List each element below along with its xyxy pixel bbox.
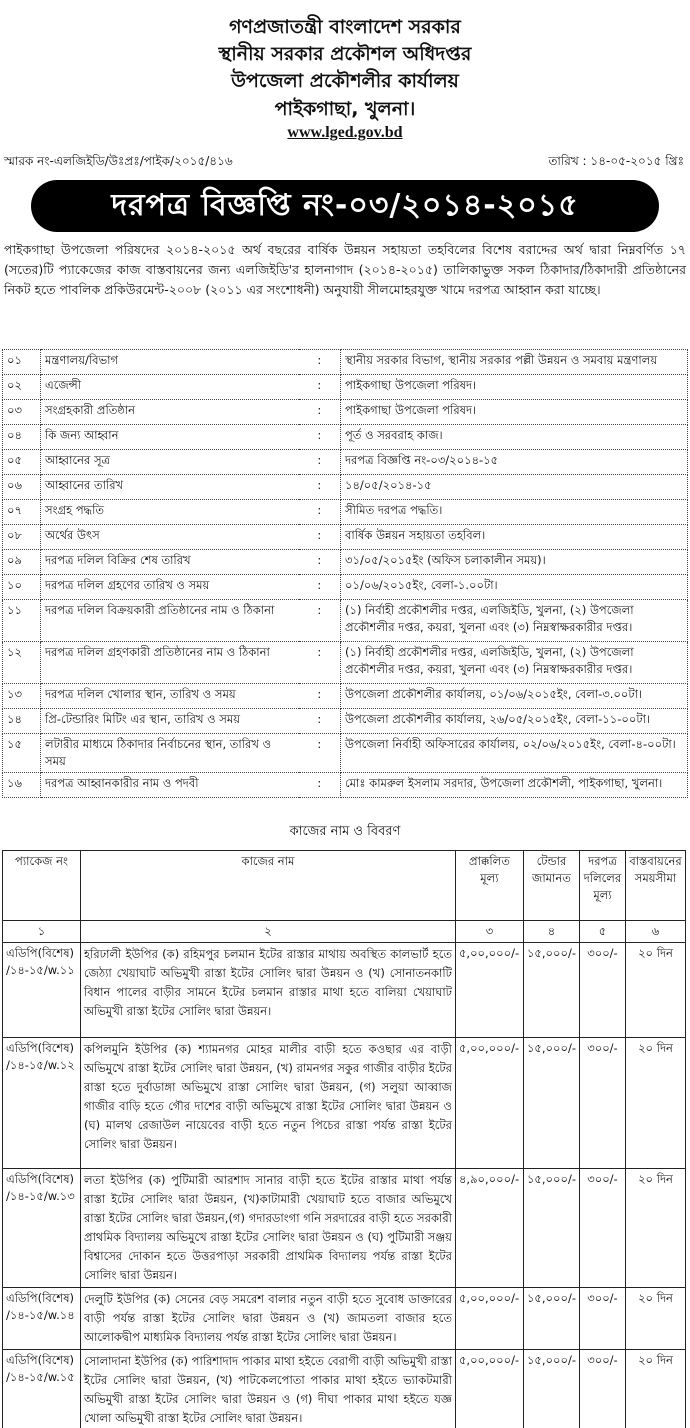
work-description: কপিলমুনি ইউপির (ক) শ্যামনগর মোহর মালীর বাড়ী হতে কওছার এর বাড়ী অভিমুখে রাস্তা ইটের সোলিং দ্বারা উন্নয়ন, (খ) রামনগর সকুর গাজীর বাড়ীর ইটের রাস্তা হতে দুর্বাডাঙ্গা অভিমুখে রাস্তা সোলিং দ্বারা উন্নয়ন, (গ) সলুয়া আব্বাজ গাজীর বাড়ি হতে গৌর দাশের বাড়ী অভিমুখে রাস্তা ইটের সোলিং দ্বারা উন্নয়ন ও (ঘ) মালথ রেজাউল নায়েবের বাড়ী হতে নতুন পিচের রাস্তা পর্যন্ত রাস্তা ইটের সোলিং দ্বারা উন্নয়ন। bbox=[80, 1038, 455, 1169]
info-value: স্থানীয় সরকার বিভাগ, স্থানীয় সরকার পল্লী উন্নয়ন ও সমবায় মন্ত্রণালয় bbox=[341, 350, 688, 375]
info-value: উপজেলা প্রকৌশলীর কার্যালয়, ০১/০৬/২০১৫ইং, বেলা-৩.০০টা। bbox=[341, 684, 688, 709]
info-row bbox=[3, 525, 688, 550]
info-label: সংগ্রহ পদ্ধতি bbox=[41, 500, 299, 525]
estimated-cost: ৫,০০,০০০/- bbox=[455, 1288, 523, 1350]
info-separator: : bbox=[299, 350, 341, 375]
work-description: হরিঢালী ইউপির (ক) রহিমপুর চলমান ইটের রাস্তার মাথায় অবস্থিত কালভার্ট হতে জেঠ্যা খেয়াঘাট অভিমুখী রাস্তা ইটের সোলিং দ্বারা উন্নয়ন ও (খ) সোনাতনকাটি বিধান পালের বাড়ীর সামনে ইটের চলমান রাস্তার মাথা হতে বালিয়া খেয়াঘাট অভিমুখী রাস্তা ইটের সোলিং দ্বারা উন্নয়ন। bbox=[80, 943, 455, 1038]
tender-security: ১৫,০০০/- bbox=[523, 1169, 579, 1288]
info-label: দরপত্র দলিল বিক্রয়কারী প্রতিষ্ঠানের নাম ও ঠিকানা bbox=[41, 600, 299, 642]
tender-notice-banner: দরপত্র বিজ্ঞপ্তি নং-০৩/২০১৪-২০১৫ bbox=[31, 180, 659, 232]
info-separator: : bbox=[299, 773, 341, 798]
column-index: ২ bbox=[80, 921, 455, 943]
tender-security: ১৫,০০০/- bbox=[523, 1288, 579, 1350]
info-number: ০৩ bbox=[3, 400, 41, 425]
memo-date: তারিখ : ১৪-০৫-২০১৫ খ্রিঃ bbox=[548, 154, 684, 168]
info-row bbox=[3, 450, 688, 475]
info-separator: : bbox=[299, 550, 341, 575]
table-row bbox=[3, 1038, 686, 1169]
info-number: ১০ bbox=[3, 575, 41, 600]
info-row bbox=[3, 350, 688, 375]
info-number: ১১ bbox=[3, 600, 41, 642]
info-label: দরপত্র দলিল গ্রহণকারী প্রতিষ্ঠানের নাম ও ঠিকানা bbox=[41, 642, 299, 684]
document-price: ৩০০/- bbox=[579, 1350, 625, 1428]
package-no: এডিপি(বিশেষ) /১৪-১৫/w.১৩ bbox=[3, 1169, 81, 1288]
works-header-row bbox=[3, 851, 686, 921]
info-value: (১) নির্বাহী প্রকৌশলীর দপ্তর, এলজিইডি, খুলনা, (২) উপজেলা প্রকৌশলীর দপ্তর, কয়রা, খুলনা এবং (৩) নিম্নস্বাক্ষরকারীর দপ্তর। bbox=[341, 642, 688, 684]
location-title: পাইকগাছা, খুলনা। bbox=[274, 98, 416, 120]
completion-time: ২০ দিন bbox=[625, 1350, 685, 1428]
info-number: ১২ bbox=[3, 642, 41, 684]
info-value: পাইকগাছা উপজেলা পরিষদ। bbox=[341, 400, 688, 425]
col-header-work-name: কাজের নাম bbox=[80, 851, 455, 921]
info-value: মোঃ কামরুল ইসলাম সরদার, উপজেলা প্রকৌশলী, পাইকগাছা, খুলনা। bbox=[341, 773, 688, 798]
info-separator: : bbox=[299, 575, 341, 600]
info-number: ০৭ bbox=[3, 500, 41, 525]
package-no: এডিপি(বিশেষ) /১৪-১৫/w.১৫ bbox=[3, 1350, 81, 1428]
column-index: ৫ bbox=[579, 921, 625, 943]
tender-security: ১৫,০০০/- bbox=[523, 943, 579, 1038]
info-row bbox=[3, 400, 688, 425]
info-separator: : bbox=[299, 709, 341, 734]
info-number: ১৪ bbox=[3, 709, 41, 734]
info-row bbox=[3, 734, 688, 773]
info-number: ১৬ bbox=[3, 773, 41, 798]
info-value: উপজেলা প্রকৌশলীর কার্যালয়, ২৬/০৫/২০১৫ইং, বেলা-১১-০০টা। bbox=[341, 709, 688, 734]
info-label: দরপত্র দলিল খোলার স্থান, তারিখ ও সময় bbox=[41, 684, 299, 709]
estimated-cost: ৫,০০,০০০/- bbox=[455, 943, 523, 1038]
info-row bbox=[3, 709, 688, 734]
col-header-document-price: দরপত্র দলিলের মূল্য bbox=[579, 851, 625, 921]
info-label: এজেন্সী bbox=[41, 375, 299, 400]
column-index: ৬ bbox=[625, 921, 685, 943]
info-number: ০৯ bbox=[3, 550, 41, 575]
info-number: ০৬ bbox=[3, 475, 41, 500]
info-separator: : bbox=[299, 525, 341, 550]
document-price: ৩০০/- bbox=[579, 1038, 625, 1169]
info-row bbox=[3, 375, 688, 400]
info-separator: : bbox=[299, 450, 341, 475]
info-label: কি জন্য আহ্বান bbox=[41, 425, 299, 450]
info-separator: : bbox=[299, 400, 341, 425]
work-description: দেলুটি ইউপির (ক) সেনের বেড় সমরেশ বালার নতুন বাড়ী হতে সুবোধ ডাক্তারের বাড়ী পর্যন্ত রাস্তা ইটের সোলিং দ্বারা উন্নয়ন ও (খ) জামতলা বাজার হতে আলোকদ্বীপ মাধ্যমিক বিদ্যালয় পর্যন্ত রাস্তা ইটের সোলিং দ্বারা উন্নয়ন। bbox=[80, 1288, 455, 1350]
info-value: (১) নির্বাহী প্রকৌশলীর দপ্তর, এলজিইডি, খুলনা, (২) উপজেলা প্রকৌশলীর দপ্তর, কয়রা, খুলনা এবং (৩) নিম্নস্বাক্ষরকারীর দপ্তর। bbox=[341, 600, 688, 642]
package-no: এডিপি(বিশেষ) /১৪-১৫/w.১২ bbox=[3, 1038, 81, 1169]
info-row bbox=[3, 475, 688, 500]
col-header-completion-time: বাস্তবায়নের সময়সীমা bbox=[625, 851, 685, 921]
document-price: ৩০০/- bbox=[579, 1288, 625, 1350]
info-row bbox=[3, 550, 688, 575]
info-row bbox=[3, 642, 688, 684]
office-title: উপজেলা প্রকৌশলীর কার্যালয় bbox=[231, 70, 459, 92]
col-header-estimated-cost: প্রাক্কলিত মূল্য bbox=[455, 851, 523, 921]
info-number: ০৪ bbox=[3, 425, 41, 450]
memo-line bbox=[4, 153, 684, 171]
government-title: গণপ্রজাতন্ত্রী বাংলাদেশ সরকার bbox=[229, 16, 461, 38]
info-separator: : bbox=[299, 500, 341, 525]
info-row bbox=[3, 575, 688, 600]
info-value: পূর্ত ও সরবরাহ কাজ। bbox=[341, 425, 688, 450]
info-value: দরপত্র বিজ্ঞপ্তি নং-০৩/২০১৪-১৫ bbox=[341, 450, 688, 475]
completion-time: ২০ দিন bbox=[625, 943, 685, 1038]
info-row bbox=[3, 684, 688, 709]
column-index: ১ bbox=[3, 921, 81, 943]
info-label: প্রি-টেন্ডারিং মিটিং এর স্থান, তারিখ ও সময় bbox=[41, 709, 299, 734]
info-label: অর্থের উৎস bbox=[41, 525, 299, 550]
tender-security: ১৫,০০০/- bbox=[523, 1038, 579, 1169]
info-value: ৩১/০৫/২০১৫ইং (অফিস চলাকালীন সময়)। bbox=[341, 550, 688, 575]
intro-paragraph: পাইকগাছা উপজেলা পরিষদের ২০১৪-২০১৫ অর্থ বছরের বার্ষিক উন্নয়ন সহায়তা তহবিলের বিশেষ বরাদ্দের অর্থ দ্বারা নিম্নবর্ণিত ১৭ (সতের)টি প্যাকেজের কাজ বাস্তবায়নের জন্য এলজিইডি'র হালনাগাদ (২০১৪-২০১৫) তালিকাভুক্ত সকল ঠিকাদার/ঠিকাদারী প্রতিষ্ঠানের নিকট হতে পাবলিক প্রকিউরমেন্ট-২০০৮ (২০১১ এর সংশোধনী) অনুযায়ী সীলমোহরযুক্ত খামে দরপত্র আহ্বান করা যাচ্ছে। bbox=[4, 242, 686, 297]
work-description: লতা ইউপির (ক) পুটিমারী আরশাদ সানার বাড়ী হতে ইটের রাস্তার মাথা পর্যন্ত রাস্তা ইটের সোলিং দ্বারা উন্নয়ন, (খ)কাটামারী খেয়াঘাট হতে বাজার অভিমুখে রাস্তা ইটের সোলিং দ্বারা উন্নয়ন,(গ) গদারডাংগা গনি সরদারের বাড়ী হতে সরকারী প্রাথমিক বিদ্যালয় অভিমুখে রাস্তা ইটের সোলিং দ্বারা উন্নয়ন ও (ঘ) পুটিমারী সঞ্জয় বিশ্বাসের দোকান হতে উত্তরপাড়া সরকারী প্রাথমিক বিদ্যালয় পর্যন্ত রাস্তা ইটের সোলিং দ্বারা উন্নয়ন। bbox=[80, 1169, 455, 1288]
col-header-tender-security: টেন্ডার জামানত bbox=[523, 851, 579, 921]
completion-time: ২০ দিন bbox=[625, 1038, 685, 1169]
info-separator: : bbox=[299, 734, 341, 773]
info-separator: : bbox=[299, 375, 341, 400]
completion-time: ২০ দিন bbox=[625, 1169, 685, 1288]
document-price: ৩০০/- bbox=[579, 943, 625, 1038]
info-separator: : bbox=[299, 684, 341, 709]
memo-reference: স্মারক নং-এলজিইডি/উঃপ্রঃ/পাইক/২০১৫/৪১৬ bbox=[4, 154, 233, 168]
info-value: বার্ষিক উন্নয়ন সহায়তা তহবিল। bbox=[341, 525, 688, 550]
info-label: সংগ্রহকারী প্রতিষ্ঠান bbox=[41, 400, 299, 425]
table-row bbox=[3, 943, 686, 1038]
info-value: ০১/০৬/২০১৫ইং, বেলা-১.০০টা। bbox=[341, 575, 688, 600]
works-table bbox=[2, 850, 686, 1428]
info-label: লটারীর মাধ্যমে ঠিকাদার নির্বাচনের স্থান, তারিখ ও সময় bbox=[41, 734, 299, 773]
estimated-cost: ৫,০০,০০০/- bbox=[455, 1038, 523, 1169]
tender-info-table bbox=[2, 349, 688, 798]
office-header bbox=[0, 14, 690, 143]
column-index: ৪ bbox=[523, 921, 579, 943]
tender-security: ১৫,০০০/- bbox=[523, 1350, 579, 1428]
info-value: সীমিত দরপত্র পদ্ধতি। bbox=[341, 500, 688, 525]
work-description: সোলাদানা ইউপির (ক) পারিশাদাদ পাকার মাথা হইতে বেরাগী বাড়ী অভিমুখী রাস্তা ইটের সোলিং দ্বারা উন্নয়ন, (খ) পাটকেলপোতা পাকার মাথা হইতে ভ্যাকটমারী অভিমুখী রাস্তা ইটের সোলিং দ্বারা উন্নয়ন ও (গ) দীঘা পাকার মাথা হইতে যজ্ঞ খোলা অভিমুখী রাস্তা ইটের সোলিং দ্বারা উন্নয়ন। bbox=[80, 1350, 455, 1428]
department-title: স্থানীয় সরকার প্রকৌশল অধিদপ্তর bbox=[218, 43, 472, 65]
works-section-title: কাজের নাম ও বিবরণ bbox=[289, 824, 401, 839]
info-row bbox=[3, 500, 688, 525]
info-label: মন্ত্রণালয়/বিভাগ bbox=[41, 350, 299, 375]
info-label: দরপত্র আহ্বানকারীর নাম ও পদবী bbox=[41, 773, 299, 798]
estimated-cost: ৫,০০,০০০/- bbox=[455, 1350, 523, 1428]
info-separator: : bbox=[299, 600, 341, 642]
table-row bbox=[3, 1350, 686, 1428]
info-separator: : bbox=[299, 642, 341, 684]
info-number: ০১ bbox=[3, 350, 41, 375]
package-no: এডিপি(বিশেষ) /১৪-১৫/w.১৪ bbox=[3, 1288, 81, 1350]
info-number: ০৮ bbox=[3, 525, 41, 550]
estimated-cost: ৪,৯০,০০০/- bbox=[455, 1169, 523, 1288]
info-value: ১৪/০৫/২০১৪-১৫ bbox=[341, 475, 688, 500]
info-number: ১৩ bbox=[3, 684, 41, 709]
info-label: আহ্বানের তারিখ bbox=[41, 475, 299, 500]
info-number: ১৫ bbox=[3, 734, 41, 773]
package-no: এডিপি(বিশেষ) /১৪-১৫/w.১১ bbox=[3, 943, 81, 1038]
info-row bbox=[3, 600, 688, 642]
info-label: দরপত্র দলিল গ্রহণের তারিখ ও সময় bbox=[41, 575, 299, 600]
info-number: ০২ bbox=[3, 375, 41, 400]
website-link[interactable]: www.lged.gov.bd bbox=[287, 124, 403, 141]
document-price: ৩০০/- bbox=[579, 1169, 625, 1288]
info-separator: : bbox=[299, 475, 341, 500]
info-row bbox=[3, 425, 688, 450]
col-header-package: প্যাকেজ নং bbox=[3, 851, 81, 921]
info-row bbox=[3, 773, 688, 798]
info-label: আহ্বানের সূত্র bbox=[41, 450, 299, 475]
table-row bbox=[3, 1169, 686, 1288]
table-row bbox=[3, 1288, 686, 1350]
column-index-row bbox=[3, 921, 686, 943]
column-index: ৩ bbox=[455, 921, 523, 943]
info-label: দরপত্র দলিল বিক্রির শেষ তারিখ bbox=[41, 550, 299, 575]
completion-time: ২০ দিন bbox=[625, 1288, 685, 1350]
info-value: পাইকগাছা উপজেলা পরিষদ। bbox=[341, 375, 688, 400]
info-value: উপজেলা নির্বাহী অফিসারের কার্যালয়, ০২/০৬/২০১৫ইং, বেলা-৪-০০টা। bbox=[341, 734, 688, 773]
info-separator: : bbox=[299, 425, 341, 450]
info-number: ০৫ bbox=[3, 450, 41, 475]
